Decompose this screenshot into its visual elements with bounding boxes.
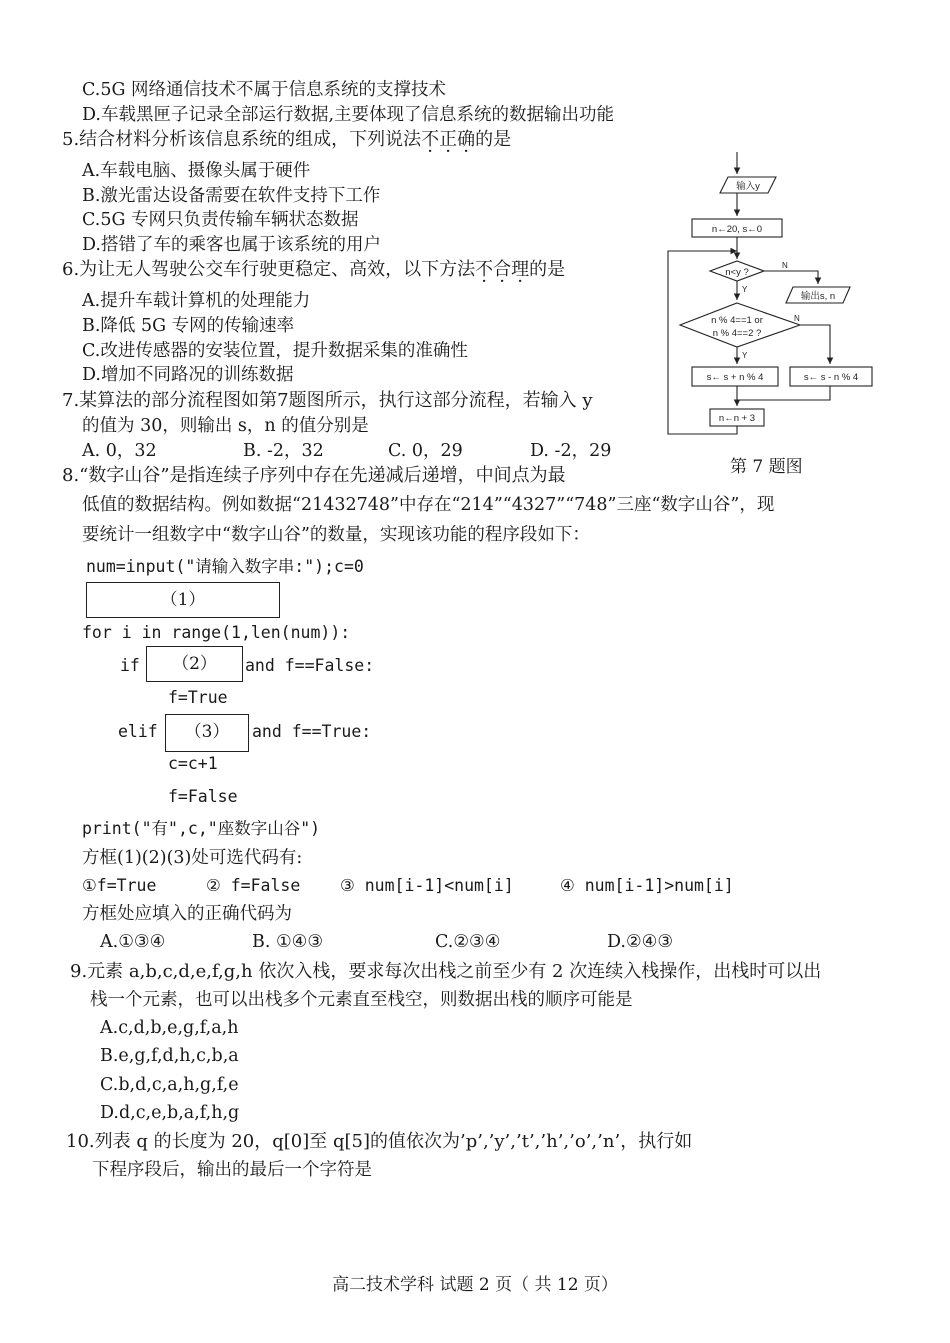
flow-no2-label: N xyxy=(794,314,800,323)
q8-code-choice-2: ② f=False xyxy=(206,876,301,895)
q7-option-a: A. 0，32 xyxy=(82,441,157,461)
question-6-stem: 6.为让无人驾驶公交车行驶更稳定、高效，以下方法不合理的是 xyxy=(62,259,566,280)
flow-cond2-label-1: n % 4==1 or xyxy=(711,315,763,326)
q7-option-b: B. -2，32 xyxy=(243,441,324,461)
q8-code-choice-3: ③ num[i-1]<num[i] xyxy=(340,876,514,895)
question-5-stem: 5.结合材料分析该信息系统的组成，下列说法不正确的是 xyxy=(62,129,512,150)
q5-option-c: C.5G 专网只负责传输车辆状态数据 xyxy=(82,210,359,230)
question-7-stem-line2: 的值为 30，则输出 s，n 的值分别是 xyxy=(82,416,369,436)
q9-option-c: C.b,d,c,a,h,g,f,e xyxy=(100,1075,239,1095)
code-elif-condition: and f==True: xyxy=(252,722,372,741)
q8-code-choice-1: ①f=True xyxy=(82,876,157,895)
question-7-stem: 7.某算法的部分流程图如第7题图所示，执行这部分流程，若输入 y xyxy=(62,390,593,411)
code-elif-keyword: elif xyxy=(118,722,158,741)
question-8-stem: 8.“数字山谷”是指连续子序列中存在先递减后递增，中间点为最 xyxy=(62,465,566,486)
q5-option-b: B.激光雷达设备需要在软件支持下工作 xyxy=(82,186,381,206)
q6-option-d: D.增加不同路况的训练数据 xyxy=(82,365,294,385)
flow-output-label: 输出s, n xyxy=(800,291,836,302)
code-line-c-increment: c=c+1 xyxy=(168,754,218,773)
code-blank-box-2: （2） xyxy=(146,646,243,682)
flow-cond2-label-2: n % 4==2 ? xyxy=(712,328,762,339)
page-footer: 高二技术学科 试题 2 页（ 共 12 页） xyxy=(332,1275,618,1295)
code-blank-box-3: （3） xyxy=(165,714,249,752)
flow-input-label: 输入y xyxy=(736,181,760,192)
code-line-f-true: f=True xyxy=(168,688,228,707)
q8-option-d: D.②④③ xyxy=(607,932,674,952)
q9-option-d: D.d,c,e,b,a,f,h,g xyxy=(100,1103,240,1123)
flowchart-figure xyxy=(660,150,890,440)
flow-right-box-label: s← s - n % 4 xyxy=(803,372,859,383)
question-10-stem: 10.列表 q 的长度为 20，q[0]至 q[5]的值依次为’p’,’y’,’t’,’h’,’o’,’n’，执行如 xyxy=(66,1131,693,1152)
question-9-stem-line2: 栈一个元素，也可以出栈多个元素直至栈空，则数据出栈的顺序可能是 xyxy=(90,990,633,1010)
q5-option-a: A.车载电脑、摄像头属于硬件 xyxy=(82,161,311,181)
q8-option-a: A.①③④ xyxy=(100,932,166,952)
flow-inc-label: n←n + 3 xyxy=(718,413,756,424)
q7-option-d: D. -2，29 xyxy=(530,441,612,461)
question-8-stem-line3: 要统计一组数字中“数字山谷”的数量，实现该功能的程序段如下： xyxy=(82,525,590,545)
question-8-stem-line2: 低值的数据结构。例如数据“21432748”中存在“214”“4327”“748”三座“数字山谷”，现 xyxy=(82,495,775,515)
figure-7-caption: 第 7 题图 xyxy=(730,457,803,477)
question-10-stem-line2: 下程序段后，输出的最后一个字符是 xyxy=(92,1160,372,1180)
q9-option-a: A.c,d,b,e,g,f,a,h xyxy=(100,1018,239,1038)
code-line-print: print("有",c,"座数字山谷") xyxy=(82,819,321,838)
q6-option-b: B.降低 5G 专网的传输速率 xyxy=(82,316,295,336)
q8-option-b: B. ①④③ xyxy=(252,932,324,952)
flow-init-label: n←20, s←0 xyxy=(711,224,763,235)
q8-options-intro: 方框(1)(2)(3)处可选代码有: xyxy=(82,848,303,868)
q4-option-c: C.5G 网络通信技术不属于信息系统的支撑技术 xyxy=(82,80,447,100)
q8-option-c: C.②③④ xyxy=(435,932,501,952)
flow-cond1-label: n<y ? xyxy=(725,267,749,278)
code-if-condition: and f==False: xyxy=(245,656,375,675)
question-9-stem: 9.元素 a,b,c,d,e,f,g,h 依次入栈，要求每次出栈之前至少有 2 次连续入栈操作，出栈时可以出 xyxy=(70,961,822,982)
code-line-f-false: f=False xyxy=(168,787,238,806)
flow-no1-label: N xyxy=(782,261,788,270)
flow-yes2-label: Y xyxy=(742,351,748,360)
code-line-input: num=input("请输入数字串:");c=0 xyxy=(86,557,364,576)
q9-option-b: B.e,g,f,d,h,c,b,a xyxy=(100,1046,239,1066)
q6-option-a: A.提升车载计算机的处理能力 xyxy=(82,291,311,311)
q4-option-d: D.车载黑匣子记录全部运行数据,主要体现了信息系统的数据输出功能 xyxy=(82,105,615,125)
q8-ask: 方框处应填入的正确代码为 xyxy=(82,904,292,924)
q5-option-d: D.搭错了车的乘客也属于该系统的用户 xyxy=(82,235,381,255)
code-line-for: for i in range(1,len(num)): xyxy=(82,623,351,642)
code-blank-box-1: （1） xyxy=(86,582,280,618)
flow-left-box-label: s← s + n % 4 xyxy=(706,372,764,383)
q6-option-c: C.改进传感器的安装位置，提升数据采集的准确性 xyxy=(82,341,468,361)
q7-option-c: C. 0，29 xyxy=(388,441,463,461)
q8-code-choice-4: ④ num[i-1]>num[i] xyxy=(560,876,734,895)
flow-yes1-label: Y xyxy=(742,285,748,294)
code-if-keyword: if xyxy=(120,656,140,675)
